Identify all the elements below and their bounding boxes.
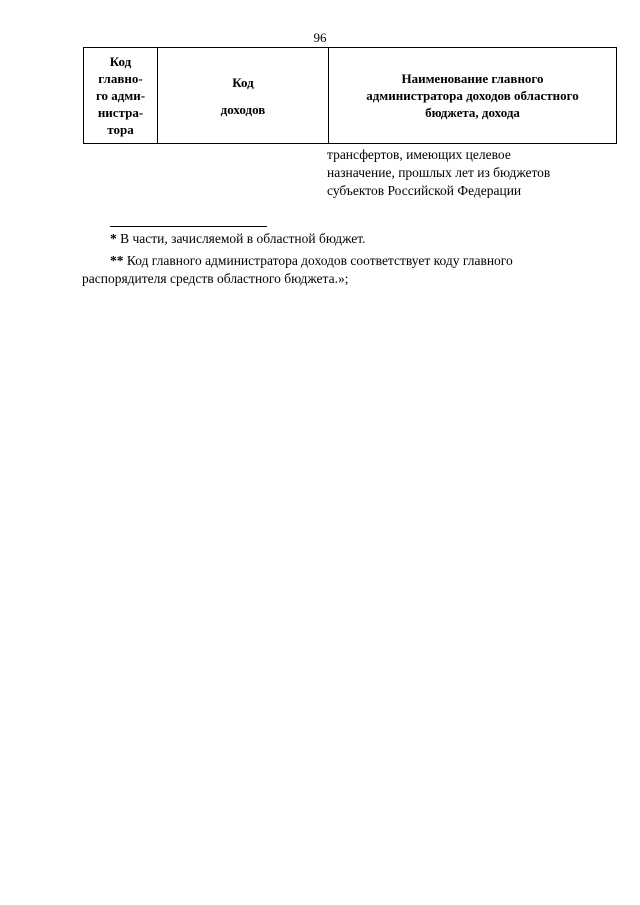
header-text: главно-	[98, 71, 143, 86]
header-text: администратора доходов областного	[366, 88, 579, 103]
page-number: 96	[313, 30, 327, 45]
footnote-marker: **	[110, 253, 124, 268]
continuation-line: назначение, прошлых лет из бюджетов	[327, 165, 551, 180]
header-cell-admin-code	[84, 48, 158, 144]
footnote-line: распорядителя средств областного бюджета.»;	[82, 271, 349, 286]
header-text: Наименование главного	[401, 71, 544, 86]
footnote-2	[82, 252, 617, 288]
footnote-marker: *	[110, 231, 117, 246]
continuation-line: трансфертов, имеющих целевое	[327, 147, 511, 162]
header-text: нистра-	[97, 105, 144, 120]
header-text: Код	[232, 74, 254, 90]
footnote-text: В части, зачисляемой в областной бюджет.	[120, 231, 366, 246]
footnote-text: Код главного администратора доходов соответствует коду главного	[126, 253, 513, 268]
footnote-1	[110, 230, 366, 248]
footnote-line	[82, 252, 617, 270]
header-text: го адми-	[95, 88, 146, 103]
table-header-row	[84, 48, 617, 144]
header-text: Код	[109, 54, 132, 69]
footnote-separator	[110, 226, 267, 227]
table-continuation-text	[327, 146, 617, 200]
header-text: бюджета, дохода	[425, 105, 520, 120]
continuation-line: субъектов Российской Федерации	[327, 183, 522, 198]
header-table	[83, 47, 617, 144]
header-text: доходов	[220, 101, 266, 117]
header-cell-name	[329, 48, 617, 144]
header-cell-income-code	[158, 48, 329, 144]
header-text: тора	[107, 122, 134, 137]
